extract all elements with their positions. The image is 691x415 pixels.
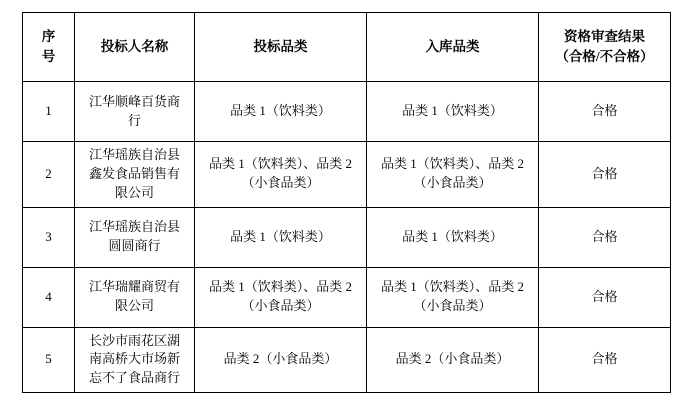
qualification-review-table: [22, 12, 671, 393]
cell-line: 品类 2（小食品类）: [395, 351, 510, 367]
cell-stock-category: [367, 327, 539, 393]
cell-bid-category: [195, 267, 367, 327]
table-row: [23, 267, 671, 327]
cell-line: 品类 1（饮料类）、品类 2: [380, 279, 524, 295]
cell-bidder-name: [75, 327, 195, 393]
column-header-sequence-line2: 号: [41, 49, 56, 64]
cell-qualification-result: 合格: [539, 142, 671, 208]
cell-bidder-name: [75, 267, 195, 327]
cell-qualification-result: 合格: [539, 82, 671, 142]
cell-line: （小食品类）: [413, 298, 492, 314]
cell-line: 江华瑶族自治县: [88, 219, 180, 235]
cell-line: 品类 2（小食品类）: [223, 351, 338, 367]
table-row: [23, 142, 671, 208]
column-header-qualification-result-line2: （合格/不合格）: [555, 49, 654, 64]
cell-line: 鑫发食品销售有: [88, 165, 180, 181]
cell-line: 忘不了食品商行: [88, 370, 180, 386]
cell-line: 江华顺峰百货商: [88, 93, 180, 109]
cell-qualification-result: 合格: [539, 267, 671, 327]
cell-sequence: 4: [23, 267, 75, 327]
table-row: [23, 207, 671, 267]
cell-line: 品类 1（饮料类）、品类 2: [208, 156, 352, 172]
cell-line: 品类 1（饮料类）: [402, 103, 503, 119]
table-row: [23, 82, 671, 142]
table-body: [23, 82, 671, 393]
column-header-qualification-result-line1: 资格审查结果: [564, 29, 645, 45]
cell-bidder-name: [75, 207, 195, 267]
column-header-bidder-name: 投标人名称: [75, 13, 195, 82]
cell-line: 品类 1（饮料类）: [230, 228, 331, 244]
cell-line: 江华瑶族自治县: [88, 147, 180, 162]
cell-line: 限公司: [114, 298, 154, 314]
column-header-bid-category: 投标品类: [195, 13, 367, 82]
column-header-sequence: [23, 13, 75, 82]
cell-line: 品类 1（饮料类）: [230, 103, 331, 119]
cell-stock-category: [367, 207, 539, 267]
cell-sequence: 2: [23, 142, 75, 208]
cell-bid-category: [195, 142, 367, 208]
cell-line: 品类 1（饮料类）: [402, 228, 503, 244]
cell-line: 行: [127, 112, 141, 128]
cell-line: 长沙市雨花区湖: [88, 332, 180, 348]
cell-stock-category: [367, 142, 539, 208]
table-row: [23, 327, 671, 393]
cell-line: 品类 1（饮料类）、品类 2: [380, 156, 524, 172]
cell-line: 南高桥大市场新: [88, 351, 180, 367]
cell-stock-category: [367, 82, 539, 142]
column-header-stock-category: 入库品类: [367, 13, 539, 82]
cell-bidder-name: [75, 82, 195, 142]
table-header-row: [23, 13, 671, 82]
cell-line: 限公司: [114, 184, 154, 200]
cell-bid-category: [195, 82, 367, 142]
cell-line: 江华瑞耀商贸有: [88, 279, 180, 295]
cell-sequence: 1: [23, 82, 75, 142]
cell-line: 圆圆商行: [108, 238, 161, 254]
cell-line: （小食品类）: [413, 175, 492, 191]
column-header-sequence-line1: 序: [41, 29, 56, 45]
cell-stock-category: [367, 267, 539, 327]
cell-sequence: 3: [23, 207, 75, 267]
cell-bidder-name: [75, 142, 195, 208]
cell-line: （小食品类）: [241, 298, 320, 314]
cell-qualification-result: 合格: [539, 327, 671, 393]
cell-qualification-result: 合格: [539, 207, 671, 267]
cell-bid-category: [195, 207, 367, 267]
column-header-qualification-result: [539, 13, 671, 82]
qualification-review-table-container: [22, 12, 670, 393]
cell-line: 品类 1（饮料类）、品类 2: [208, 279, 352, 295]
cell-bid-category: [195, 327, 367, 393]
cell-line: （小食品类）: [241, 175, 320, 191]
cell-sequence: 5: [23, 327, 75, 393]
